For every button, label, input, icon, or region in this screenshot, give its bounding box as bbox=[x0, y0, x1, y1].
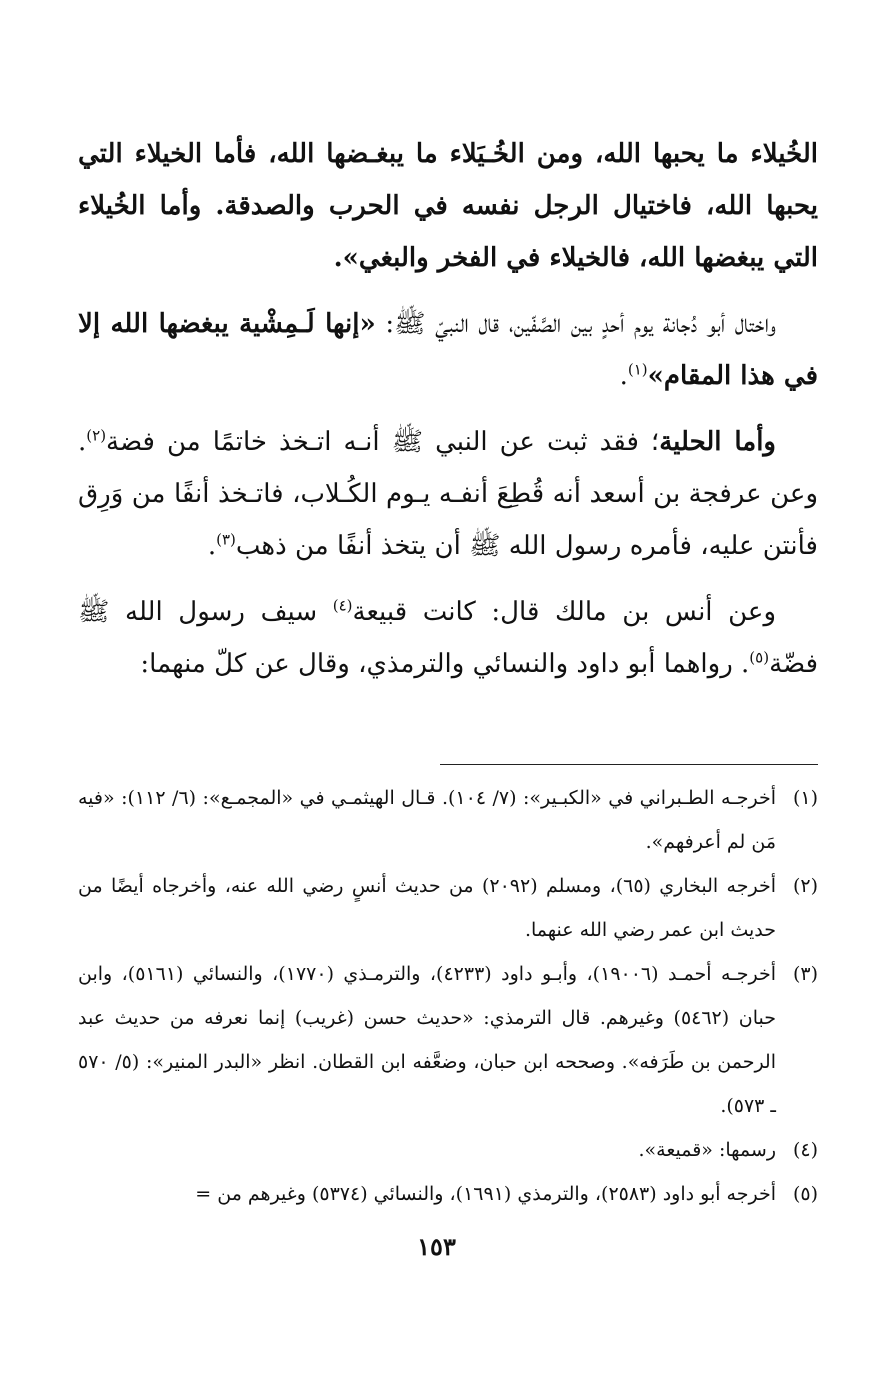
footnote-number: (٢) bbox=[792, 875, 818, 897]
footnote-text: أخرجـه أحمـد (١٩٠٠٦)، وأبـو داود (٤٢٣٣)، والترمـذي (١٧٧٠)، والنسائي (٥١٦١)، وابن حبان (٥٤٦٢) وغيرهم. قال الترمذي: «حديث حسن (غريب) إنما نعرفه من حديث عبد الرحمن بن طَرَفه». وصححه ابن حبان، وضعَّفه ابن القطان. انظر «البدر المنير»: (٥/ ٥٧٠ ـ ٥٧٣). bbox=[78, 963, 777, 1117]
footnote-item bbox=[78, 776, 818, 864]
footnote-text: رسمها: «قميعة». bbox=[638, 1139, 776, 1161]
paragraph-2 bbox=[78, 298, 818, 402]
footnote-ref-3: (٣) bbox=[216, 530, 236, 549]
paragraph-4-text-c: . رواهما أبو داود والنسائي والترمذي، وقال عن كلّ منهما: bbox=[140, 649, 750, 679]
footnote-ref-2: (٢) bbox=[86, 426, 107, 445]
hadith-quote: «إنها لَـمِشْية يبغضها الله إلا في هذا المقام» bbox=[78, 309, 818, 391]
footnote-text: أخرجه أبو داود (٢٥٨٣)، والترمذي (١٦٩١)، والنسائي (٥٣٧٤) وغيرهم من = bbox=[195, 1183, 776, 1205]
paragraph-4-text-a: وعن أنس بن مالك قال: كانت قبيعة bbox=[352, 597, 776, 627]
footnote-ref-1: (١) bbox=[627, 360, 648, 379]
paragraph-4 bbox=[78, 586, 818, 690]
paragraph-2-end: . bbox=[619, 361, 628, 391]
footnote-number: (٣) bbox=[792, 963, 818, 985]
footnote-number: (٥) bbox=[792, 1183, 818, 1205]
paragraph-3-text-b: . وعن عرفجة بن أسعد أنه قُطِعَ أنفـه يـوم الكُـلاب، فاتـخذ أنفًا من وَرِق فأنتن عليه، فأمره رسول الله ﷺ أن يتخذ أنفًا من ذهب bbox=[78, 427, 818, 561]
footnote-item bbox=[78, 1172, 818, 1216]
paragraph-2-text: واختال أبو دُجانة يوم أحدٍ بين الصَّفّين، قال النبيّ ﷺ: bbox=[375, 309, 776, 339]
paragraph-3-text-a: ؛ فقد ثبت عن النبي ﷺ أنـه اتـخذ خاتمًا من فضة bbox=[106, 427, 660, 457]
main-text bbox=[78, 128, 818, 704]
footnote-ref-5: (٥) bbox=[749, 648, 770, 667]
section-heading-hilya: وأما الحلية bbox=[659, 427, 776, 457]
footnote-text: أخرجـه الطـبراني في «الكبـير»: (٧/ ١٠٤). قـال الهيثمـي في «المجمـع»: (٦/ ١١٢): «فيه مَن لم أعرفهم». bbox=[78, 787, 776, 853]
paragraph-3-end: . bbox=[207, 531, 217, 561]
footnote-item bbox=[78, 864, 818, 952]
footnote-number: (٤) bbox=[792, 1139, 818, 1161]
footnote-ref-4: (٤) bbox=[332, 596, 353, 615]
page-number: ١٥٣ bbox=[417, 1232, 456, 1261]
paragraph-3 bbox=[78, 416, 818, 572]
paragraph-4-text-b: سيف رسول الله ﷺ فضّة bbox=[78, 597, 818, 679]
paragraph-1 bbox=[78, 128, 818, 284]
footnote-number: (١) bbox=[792, 787, 818, 809]
paragraph-1-text: الخُيلاء ما يحبها الله، ومن الخُـيَلاء ما يبغـضها الله، فأما الخيلاء التي يحبها الله، فاختيال الرجل نفسه في الحرب والصدقة. وأما الخُيلاء التي يبغضها الله، فالخيلاء في الفخر والبغي». bbox=[78, 139, 818, 273]
footnote-item bbox=[78, 952, 818, 1128]
footnotes bbox=[78, 776, 818, 1216]
footnote-text: أخرجه البخاري (٦٥)، ومسلم (٢٠٩٢) من حديث أنسٍ رضي الله عنه، وأخرجاه أيضًا من حديث ابن عمر رضي الله عنهما. bbox=[78, 875, 776, 941]
footnote-item bbox=[78, 1128, 818, 1172]
footnote-divider bbox=[440, 764, 818, 765]
